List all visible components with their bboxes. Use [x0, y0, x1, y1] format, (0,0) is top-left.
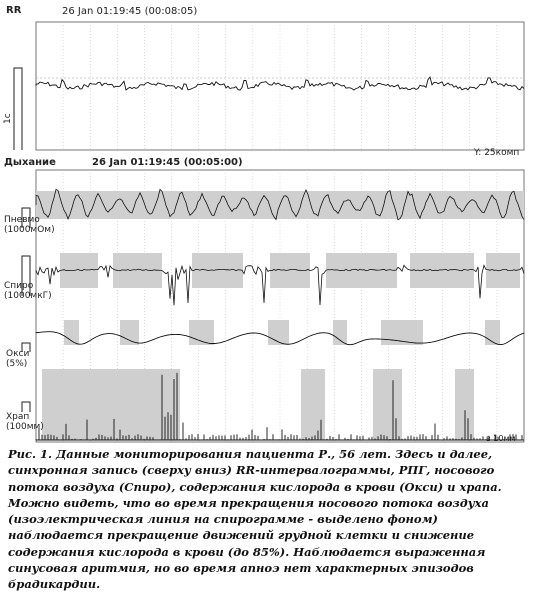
resp-timestamp: 26 Jan 01:19:45 (00:05:00) [92, 157, 243, 168]
rr-scale-bar [14, 68, 22, 150]
figure-caption: Рис. 1. Данные мониторирования пациента Р., 56 лет. Здесь и далее, синхронная запись (сверху вниз) RR-интервалограммы, РПГ, носового потока воздуха (Спиро), содержания кислорода в крови (Окси) и храпа. Можно видеть, что во время прекращения носового потока воздуха (изоэлектрическая линия на спирограмме - выделено фоном) наблюдается прекращение движений грудной клетки и снижение содержания кислорода в крови (до 85%). Наблюдается выраженная синусовая аритмия, но во время апноэ нет характерных эпизодов брадикардии. [8, 447, 502, 592]
channel-label-pneumo: Пневмо [4, 215, 40, 225]
snore-band [42, 369, 180, 440]
oxi-desat-band [268, 320, 289, 345]
channel-unit-spiro: (1000мкГ) [4, 291, 52, 301]
channel-label-snore: Храп [6, 412, 30, 422]
channel-unit-oxi: (5%) [6, 359, 28, 369]
oxi-desat-band [120, 320, 139, 345]
oxi-desat-band [485, 320, 500, 345]
channel-label-oxi: Окси [6, 349, 30, 359]
channel-unit-snore: (100мм) [6, 422, 44, 432]
channel-unit-pneumo: (1000мОм) [4, 225, 55, 235]
rr-scale-label: 1c [3, 113, 13, 124]
snore-scale-bar [22, 402, 30, 412]
resp-title: Дыхание [4, 157, 56, 168]
rr-title: RR [6, 5, 22, 16]
snore-band [373, 369, 402, 440]
rr-axis-note: Y: 25комп [474, 148, 520, 158]
channel-label-spiro: Спиро [4, 281, 34, 291]
rr-timestamp: 26 Jan 01:19:45 (00:08:05) [62, 6, 198, 17]
resp-axis-note: в 10мм [486, 434, 516, 443]
oxi-desat-band [333, 320, 347, 345]
snore-band [455, 369, 474, 440]
spiro-apnea-band [486, 253, 520, 288]
